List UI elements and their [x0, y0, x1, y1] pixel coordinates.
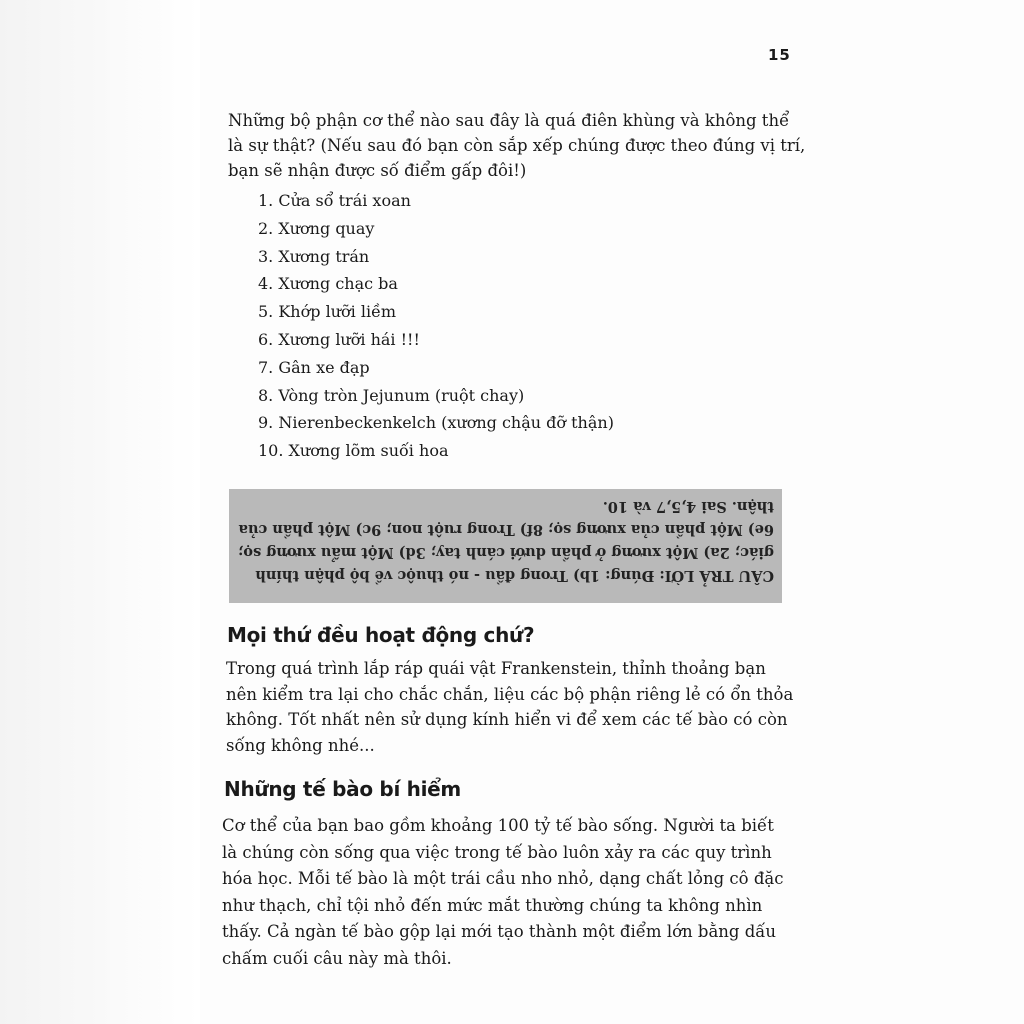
list-item: 8. Vòng tròn Jejunum (ruột chay): [258, 385, 525, 405]
list-item: 10. Xương lõm suối hoa: [258, 441, 449, 461]
section-paragraph-mysterious-cells: Cơ thể của bạn bao gồm khoảng 100 tỷ tế bào sống. Người ta biết là chúng còn sống qua việc trong tế bào luôn xảy ra các quy trình hóa học. Mỗi tế bào là một trái cầu nho nhỏ, dạng chất lỏng cô đặc như thạch, chỉ tội nhỏ đến mức mắt thường chúng ta không nhìn thấy. Cả ngàn tế bào gộp lại mới tạo thành một điểm lớn bằng dấu chấm cuối câu này mà thôi.: [222, 816, 784, 968]
list-item: 2. Xương quay: [258, 218, 375, 238]
list-item: 4. Xương chạc ba: [258, 274, 398, 294]
page-gutter-shadow: [0, 0, 200, 1024]
page-number: 15: [768, 46, 791, 64]
body-parts-list: [258, 187, 798, 465]
section-heading-mysterious-cells: Những tế bào bí hiểm: [224, 777, 461, 801]
list-item: 3. Xương trán: [258, 246, 370, 266]
section-paragraph-everything-works: Trong quá trình lắp ráp quái vật Frankenstein, thỉnh thoảng bạn nên kiểm tra lại cho chắc chắn, liệu các bộ phận riêng lẻ có ổn thỏa không. Tốt nhất nên sử dụng kính hiển vi để xem các tế bào có còn sống không nhé...: [226, 659, 794, 755]
list-item: 7. Gân xe đạp: [258, 357, 370, 377]
section-heading-everything-works: Mọi thứ đều hoạt động chứ?: [227, 623, 535, 647]
answer-box-upside-down: [229, 489, 782, 603]
answer-body: Đúng: 1b) Trong đầu - nó thuộc về bộ phận thính giác; 2a) Một xương ở phần dưới cánh tay; 3d) Một mẩu xương sọ; 6e) Một phần của xương sọ; 8f) Trong ruột non; 9c) Một phần của thận. Sai 4,5,7 và 10.: [238, 498, 774, 584]
list-item: 9. Nierenbeckenkelch (xương chậu đỡ thận): [258, 413, 614, 433]
answer-label: CÂU TRẢ LỜI:: [659, 567, 774, 584]
answer-text: [237, 495, 774, 587]
quiz-intro: Những bộ phận cơ thể nào sau đây là quá điên khùng và không thể là sự thật? (Nếu sau đó bạn còn sắp xếp chúng được theo đúng vị trí, bạn sẽ nhận được số điểm gấp đôi!): [228, 111, 806, 180]
list-item: 1. Cửa sổ trái xoan: [258, 191, 411, 210]
list-item: 5. Khớp lưỡi liềm: [258, 302, 397, 322]
list-item: 6. Xương lưỡi hái !!!: [258, 329, 420, 349]
